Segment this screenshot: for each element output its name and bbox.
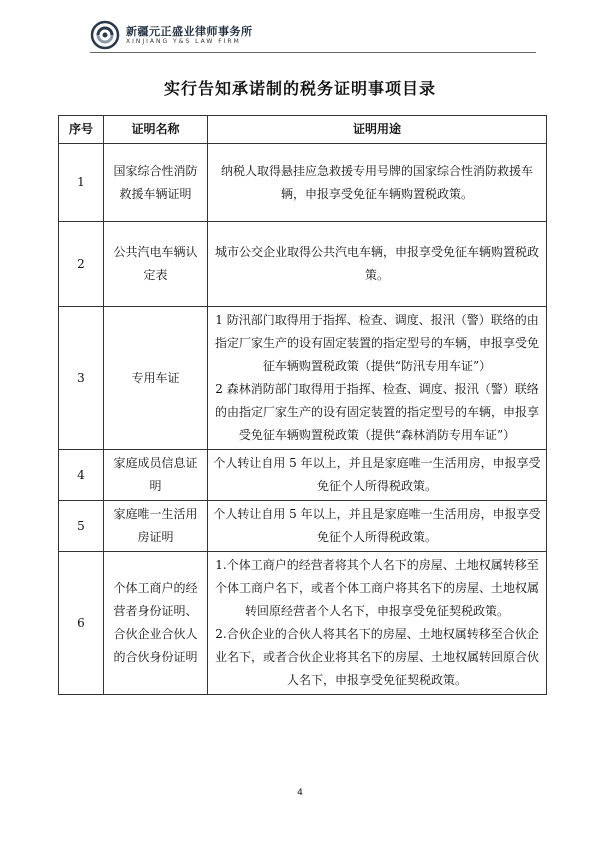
table-row — [59, 450, 547, 501]
document-title: 实行告知承诺制的税务证明事项目录 — [163, 79, 436, 98]
row-use — [208, 222, 547, 307]
row-no: 2 — [59, 222, 104, 307]
header-no: 序号 — [59, 116, 104, 144]
row-name: 公共汽电车辆认定表 — [104, 222, 208, 307]
header-divider — [90, 52, 536, 53]
row-name: 国家综合性消防救援车辆证明 — [104, 144, 208, 222]
row-use — [208, 307, 547, 450]
row-no: 5 — [59, 501, 104, 552]
use-paragraph: 城市公交企业取得公共汽电车辆，申报享受免征车辆购置税政策。 — [214, 245, 539, 282]
row-use — [208, 144, 547, 222]
row-no: 3 — [59, 307, 104, 450]
row-no: 1 — [59, 144, 104, 222]
page-number: 4 — [297, 788, 303, 798]
firm-logo-icon — [90, 20, 120, 50]
header-name: 证明名称 — [104, 116, 208, 144]
row-no: 4 — [59, 450, 104, 501]
table-header-row — [59, 116, 547, 144]
row-name: 专用车证 — [104, 307, 208, 450]
use-paragraph: 1 防汛部门取得用于指挥、检查、调度、报汛（警）联络的由指定厂家生产的设有固定装置的指定型号的车辆，申报享受免征车辆购置税政策（提供“防汛专用车证”） — [214, 313, 539, 373]
use-paragraph: 纳税人取得悬挂应急救援专用号牌的国家综合性消防救援车辆，申报享受免征车辆购置税政策。 — [220, 163, 533, 201]
table-row — [59, 552, 547, 695]
row-use — [208, 450, 547, 501]
letterhead — [90, 18, 253, 52]
row-use — [208, 501, 547, 552]
table-row — [59, 222, 547, 307]
use-paragraph: 2 森林消防部门取得用于指挥、检查、调度、报汛（警）联络的由指定厂家生产的设有固定装置的指定型号的车辆，申报享受免征车辆购置税政策（提供“森林消防专用车证”） — [214, 382, 539, 442]
use-paragraph: 2.合伙企业的合伙人将其名下的房屋、土地权属转移至合伙企业名下，或者合伙企业将其名下的房屋、土地权属转回原合伙人名下，申报享受免征契税政策。 — [214, 627, 539, 687]
use-paragraph: 个人转让自用 5 年以上，并且是家庭唯一生活用房，申报享受免征个人所得税政策。 — [213, 456, 541, 493]
use-paragraph: 1.个体工商户的经营者将其个人名下的房屋、土地权属转移至个体工商户名下，或者个体工商户将其名下的房屋、土地权属转回原经营者个人名下，申报享受免征契税政策。 — [214, 558, 539, 618]
firm-name-cn: 新疆元正盛业律师事务所 — [126, 24, 253, 38]
row-name: 家庭成员信息证明 — [104, 450, 208, 501]
table-row — [59, 501, 547, 552]
row-no: 6 — [59, 552, 104, 695]
row-name: 个体工商户的经营者身份证明、合伙企业合伙人的合伙身份证明 — [104, 552, 208, 695]
row-use — [208, 552, 547, 695]
table-row — [59, 307, 547, 450]
use-paragraph: 个人转让自用 5 年以上，并且是家庭唯一生活用房，申报享受免征个人所得税政策。 — [213, 507, 541, 544]
firm-name-en: XINJIANG Y&S LAW FIRM — [126, 37, 241, 45]
row-name: 家庭唯一生活用房证明 — [104, 501, 208, 552]
certificate-table — [58, 115, 547, 695]
header-use: 证明用途 — [208, 116, 547, 144]
table-row — [59, 144, 547, 222]
firm-name-block — [126, 25, 253, 46]
